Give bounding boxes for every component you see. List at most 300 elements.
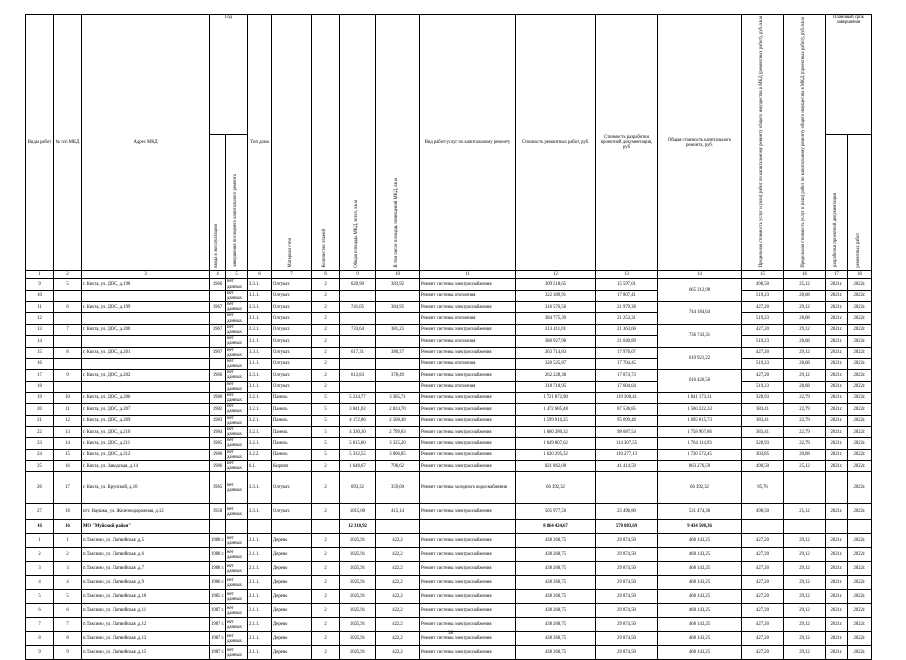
cell-num <box>54 381 82 392</box>
cell-design-cost: 29 874,50 <box>596 590 658 604</box>
summary-empty-cell <box>226 520 248 534</box>
cell-num: 7 <box>54 324 82 335</box>
cell-floors: 5 <box>312 392 340 403</box>
cell-material: Дерево <box>272 562 312 576</box>
cell-house-type: 3.2.1. <box>248 392 272 403</box>
cell-total-cost: 736 743,31 <box>658 324 742 347</box>
cell-limit-design <box>784 472 826 504</box>
cell-limit-repair: 95,76 <box>742 472 784 504</box>
cell-limit-design: 20,68 <box>784 449 826 460</box>
cell-year-repair: нет данных <box>226 590 248 604</box>
column-number-cell: 6 <box>248 271 272 279</box>
cell-house-type: 2.1.1. <box>248 604 272 618</box>
cell-year-repair: нет данных <box>226 548 248 562</box>
cell-year-repair: нет данных <box>226 438 248 449</box>
cell-work-type: Ремонт системы отопления <box>420 290 516 301</box>
cell-house-type: 3.3.1. <box>248 504 272 520</box>
table-row <box>26 290 872 301</box>
summary-municipality: МО "Муйский район" <box>82 520 210 534</box>
summary-row <box>26 520 872 534</box>
cell-num: 12 <box>54 415 82 426</box>
table-row <box>26 279 872 290</box>
cell-material: Панель <box>272 438 312 449</box>
cell-plan-repair: 2022г. <box>848 504 872 520</box>
cell-year-built <box>210 313 226 324</box>
cell-num: 14 <box>54 438 82 449</box>
cell-total-area: 613,83 <box>340 370 376 381</box>
cell-plan-repair: 2022г. <box>848 646 872 660</box>
cell-house-type: 2.1.1. <box>248 632 272 646</box>
cell-house-type: 3.1.1. <box>248 381 272 392</box>
cell-floors: 5 <box>312 415 340 426</box>
cell-plan-repair: 2022г. <box>848 618 872 632</box>
cell-repair-cost: 1 620 295,32 <box>516 449 596 460</box>
cell-limit-repair: 427,20 <box>742 548 784 562</box>
cell-total-cost: 468 143,25 <box>658 618 742 632</box>
cell-address <box>82 313 210 324</box>
cell-year-repair: нет данных <box>226 313 248 324</box>
summary-empty-cell <box>248 520 272 534</box>
cell-plan-design: 2021г. <box>826 632 848 646</box>
cell-house-type: 3.2.2. <box>248 449 272 460</box>
cell-address: п.Таксимо, ул. Латвийская ,д.5 <box>82 534 210 548</box>
cell-plan-design: 2021г. <box>826 324 848 335</box>
cell-design-cost: 29 874,50 <box>596 548 658 562</box>
cell-house-type: 3.3.1. <box>248 279 272 290</box>
column-number-cell: 12 <box>516 271 596 279</box>
cell-plan-repair: 2022г. <box>848 279 872 290</box>
cell-num: 5 <box>54 279 82 290</box>
cell-material: Олтукат. <box>272 313 312 324</box>
cell-premises-area: 380,37 <box>376 347 420 358</box>
cell-material: Олтукат. <box>272 324 312 335</box>
col-header-floors: Количество этажей <box>312 15 340 271</box>
cell-floors: 2 <box>312 472 340 504</box>
cell-work-type: Ремонт системы электроснабжения <box>420 548 516 562</box>
cell-material: Панель <box>272 404 312 415</box>
col-header-total-cost: Общая стоимость капитального ремонта, руб. <box>658 15 742 271</box>
cell-year-repair: нет данных <box>226 472 248 504</box>
cell-total-cost: 66 392,32 <box>658 472 742 504</box>
cell-vid: 21 <box>26 415 54 426</box>
cell-house-type: 3.2.1. <box>248 404 272 415</box>
cell-limit-design: 29,12 <box>784 590 826 604</box>
cell-plan-repair: 2022г. <box>848 576 872 590</box>
cell-floors: 2 <box>312 313 340 324</box>
cell-design-cost: 119 300,41 <box>596 392 658 403</box>
cell-work-type: Ремонт системы отопления <box>420 381 516 392</box>
cell-limit-repair: 427,20 <box>742 632 784 646</box>
cell-address: г. Кяхта, ул. ДОС, д.200 <box>82 324 210 335</box>
cell-house-type: 6.1. <box>248 460 272 471</box>
cell-year-repair: нет данных <box>226 534 248 548</box>
cell-limit-repair: 383,41 <box>742 404 784 415</box>
cell-address <box>82 381 210 392</box>
cell-repair-cost: 1 660 280,32 <box>516 426 596 437</box>
cell-limit-design: 28,68 <box>784 358 826 369</box>
cell-work-type: Ремонт системы электроснабжения <box>420 618 516 632</box>
cell-year-repair: нет данных <box>226 347 248 358</box>
cell-floors: 2 <box>312 562 340 576</box>
cell-total-area: 1025,91 <box>340 548 376 562</box>
cell-plan-repair: 2022г. <box>848 562 872 576</box>
cell-design-cost: 114 307,55 <box>596 438 658 449</box>
cell-limit-design: 28,68 <box>784 290 826 301</box>
cell-premises-area: 383,92 <box>376 279 420 290</box>
col-header-year-last-repair: завершения последнего капитального ремонта <box>226 134 248 271</box>
cell-house-type: 3.3.1. <box>248 370 272 381</box>
summary-design-cost: 570 083,69 <box>596 520 658 534</box>
cell-repair-cost: 320 525,87 <box>516 358 596 369</box>
col-header-wall-material: Материал стен <box>272 15 312 271</box>
cell-limit-repair: 427,20 <box>742 562 784 576</box>
cell-work-type: Ремонт системы электроснабжения <box>420 604 516 618</box>
cell-house-type: 2.1.1. <box>248 618 272 632</box>
cell-vid: 18 <box>26 381 54 392</box>
cell-plan-design: 2021г. <box>826 279 848 290</box>
cell-total-cost: 1 758 967,86 <box>658 426 742 437</box>
cell-limit-design: 29,12 <box>784 324 826 335</box>
cell-plan-design: 2021г. <box>826 381 848 392</box>
cell-year-built: 1965 <box>210 472 226 504</box>
cell-vid: 19 <box>26 392 54 403</box>
cell-year-built: 1988 г. <box>210 548 226 562</box>
cell-total-cost: 744 184,64 <box>658 302 742 325</box>
summary-empty-cell <box>826 520 848 534</box>
cell-design-cost: 21 363,66 <box>596 324 658 335</box>
cell-floors: 2 <box>312 618 340 632</box>
cell-num <box>54 358 82 369</box>
cell-plan-repair: 2022г. <box>848 404 872 415</box>
cell-design-cost: 41 414,59 <box>596 460 658 471</box>
cell-limit-design: 28,68 <box>784 381 826 392</box>
cell-floors: 5 <box>312 438 340 449</box>
cell-repair-cost: 318 718,95 <box>516 381 596 392</box>
cell-work-type: Ремонт системы электроснабжения <box>420 302 516 313</box>
cell-house-type: 2.1.1. <box>248 548 272 562</box>
cell-premises-area: 3 006,85 <box>376 449 420 460</box>
cell-floors: 2 <box>312 324 340 335</box>
cell-year-built: 1983 <box>210 415 226 426</box>
cell-limit-repair: 427,20 <box>742 576 784 590</box>
col-header-limit-repair: Предельная стоимость услуг и (или) работ по капитальному ремонту общего имущества в МКД (ремонтных работ), руб./кв.м <box>742 15 784 271</box>
cell-num: 6 <box>54 604 82 618</box>
cell-address: п.Таксимо, ул. Латвийская ,д.12 <box>82 618 210 632</box>
cell-floors: 2 <box>312 646 340 660</box>
cell-num: 3 <box>54 562 82 576</box>
cell-address: п.Таксимо, ул. Латвийская ,д.11 <box>82 604 210 618</box>
cell-address: г. Кяхта, ул. ДОС, д.210 <box>82 426 210 437</box>
cell-work-type: Ремонт системы электроснабжения <box>420 438 516 449</box>
cell-house-type: 3.2.1. <box>248 438 272 449</box>
cell-material: Олтукат. <box>272 358 312 369</box>
cell-plan-repair: 2022г. <box>848 449 872 460</box>
cell-work-type: Ремонт системы холодного водоснабжения <box>420 472 516 504</box>
cell-num: 9 <box>54 646 82 660</box>
cell-repair-cost: 438 268,75 <box>516 618 596 632</box>
cell-repair-cost: 262 228,38 <box>516 370 596 381</box>
cell-num: 7 <box>54 618 82 632</box>
page-number: 38 <box>448 631 453 636</box>
cell-total-cost: 468 143,25 <box>658 548 742 562</box>
cell-house-type: 3.2.1. <box>248 426 272 437</box>
cell-material: Кирпич <box>272 460 312 471</box>
cell-plan-design: 2021г. <box>826 370 848 381</box>
cell-limit-design: 29,12 <box>784 548 826 562</box>
cell-limit-design: 29,12 <box>784 646 826 660</box>
cell-vid: 22 <box>26 426 54 437</box>
cell-limit-repair: 383,41 <box>742 426 784 437</box>
cell-vid: 14 <box>26 336 54 347</box>
cell-total-area: 741,05 <box>340 302 376 313</box>
cell-limit-design: 29,12 <box>784 562 826 576</box>
cell-plan-repair: 2022г. <box>848 313 872 324</box>
cell-total-cost: 863 276,59 <box>658 460 742 471</box>
cell-house-type: 3.1.1. <box>248 336 272 347</box>
cell-total-area <box>340 336 376 347</box>
cell-total-cost: 468 143,25 <box>658 590 742 604</box>
cell-premises-area <box>376 313 420 324</box>
cell-design-cost: 110 277,13 <box>596 449 658 460</box>
cell-material: Олтукат. <box>272 370 312 381</box>
cell-design-cost: 98 687,54 <box>596 426 658 437</box>
cell-year-built: 1987 г. <box>210 632 226 646</box>
cell-vid: 9 <box>26 279 54 290</box>
cell-num <box>54 313 82 324</box>
cell-premises-area: 422,2 <box>376 632 420 646</box>
cell-year-repair: нет данных <box>226 302 248 313</box>
cell-plan-design: 2021г. <box>826 438 848 449</box>
column-number-cell: 10 <box>376 271 420 279</box>
cell-limit-design: 22,79 <box>784 415 826 426</box>
cell-plan-repair: 2022г. <box>848 460 872 471</box>
cell-work-type: Ремонт системы электроснабжения <box>420 449 516 460</box>
cell-floors: 2 <box>312 279 340 290</box>
column-number-cell: 5 <box>226 271 248 279</box>
cell-year-built: 1967 <box>210 302 226 313</box>
cell-work-type: Ремонт системы электроснабжения <box>420 590 516 604</box>
cell-limit-design: 25,12 <box>784 460 826 471</box>
cell-work-type: Ремонт системы отопления <box>420 313 516 324</box>
cell-year-repair: нет данных <box>226 381 248 392</box>
summary-empty-cell <box>420 520 516 534</box>
cell-work-type: Ремонт системы электроснабжения <box>420 534 516 548</box>
cell-premises-area: 422,2 <box>376 548 420 562</box>
table-row <box>26 548 872 562</box>
table-row <box>26 347 872 358</box>
cell-limit-repair: 328,93 <box>742 392 784 403</box>
cell-repair-cost: 438 268,75 <box>516 590 596 604</box>
cell-premises-area: 422,2 <box>376 590 420 604</box>
cell-total-area: 620,90 <box>340 279 376 290</box>
cell-premises-area: 422,2 <box>376 562 420 576</box>
cell-material: Дерево <box>272 646 312 660</box>
cell-plan-design: 2021г. <box>826 302 848 313</box>
cell-design-cost: 29 874,50 <box>596 604 658 618</box>
cell-total-cost: 1 560 222,33 <box>658 404 742 415</box>
cell-floors: 2 <box>312 302 340 313</box>
cell-premises-area: 378,49 <box>376 370 420 381</box>
table-row <box>26 449 872 460</box>
cell-plan-design: 2021г. <box>826 449 848 460</box>
cell-limit-design: 29,12 <box>784 604 826 618</box>
cell-vid: 20 <box>26 404 54 415</box>
cell-limit-design: 22,79 <box>784 404 826 415</box>
cell-address: г. Кяхта, ул. Заводская, д.14 <box>82 460 210 471</box>
cell-design-cost: 29 874,50 <box>596 632 658 646</box>
cell-total-area: 5 015,60 <box>340 438 376 449</box>
col-header-repair-cost: Стоимость ремонтных работ, руб. <box>516 15 596 271</box>
cell-total-area: 1025,91 <box>340 618 376 632</box>
cell-vid: 27 <box>26 504 54 520</box>
cell-limit-repair: 498,50 <box>742 504 784 520</box>
cell-vid: 17 <box>26 370 54 381</box>
cell-year-built: 1980 <box>210 392 226 403</box>
cell-plan-repair: 2022г. <box>848 381 872 392</box>
cell-total-area: 1025,91 <box>340 576 376 590</box>
table-row <box>26 618 872 632</box>
cell-plan-repair: 2022г. <box>848 534 872 548</box>
cell-floors: 5 <box>312 404 340 415</box>
cell-work-type: Ремонт системы электроснабжения <box>420 632 516 646</box>
cell-repair-cost: 1 721 872,90 <box>516 392 596 403</box>
cell-limit-repair: 427,20 <box>742 604 784 618</box>
cell-plan-design: 2021г. <box>826 562 848 576</box>
cell-address: г. Кяхта, ул. ДОС, д.198 <box>82 279 210 290</box>
cell-house-type: 3.3.1. <box>248 302 272 313</box>
cell-vid: 7 <box>26 618 54 632</box>
cell-material: Дерево <box>272 534 312 548</box>
cell-premises-area: 422,2 <box>376 618 420 632</box>
cell-premises-area: 3 325,20 <box>376 438 420 449</box>
cell-limit-design: 29,12 <box>784 534 826 548</box>
cell-total-area <box>340 313 376 324</box>
cell-house-type: 3.2.1. <box>248 415 272 426</box>
col-header-year-group: Год <box>210 15 248 135</box>
table-row <box>26 604 872 618</box>
cell-repair-cost: 438 268,75 <box>516 604 596 618</box>
cell-plan-repair: 2022г. <box>848 632 872 646</box>
cell-plan-design: 2021г. <box>826 415 848 426</box>
cell-work-type: Ремонт системы электроснабжения <box>420 415 516 426</box>
cell-plan-design: 2021г. <box>826 576 848 590</box>
cell-plan-design: 2021г. <box>826 358 848 369</box>
cell-floors: 2 <box>312 347 340 358</box>
cell-design-cost: 17 874,73 <box>596 370 658 381</box>
col-header-year-built: ввода в эксплуатацию <box>210 134 226 271</box>
summary-empty-cell <box>210 520 226 534</box>
summary-empty-cell <box>272 520 312 534</box>
cell-total-cost: 468 143,25 <box>658 632 742 646</box>
cell-repair-cost: 309 518,65 <box>516 279 596 290</box>
cell-plan-repair: 2022г. <box>848 438 872 449</box>
cell-total-area: 1015,00 <box>340 504 376 520</box>
col-header-total-area: Общая площадь МКД, всего, кв.м <box>340 15 376 271</box>
cell-total-cost: 468 143,25 <box>658 562 742 576</box>
cell-premises-area: 381,25 <box>376 324 420 335</box>
cell-plan-design: 2021г. <box>826 426 848 437</box>
cell-plan-repair: 2022г. <box>848 472 872 504</box>
cell-limit-design: 29,12 <box>784 618 826 632</box>
cell-plan-repair: 2022г. <box>848 336 872 347</box>
cell-year-built: 1984 <box>210 426 226 437</box>
cell-limit-design: 22,79 <box>784 426 826 437</box>
cell-premises-area: 422,2 <box>376 646 420 660</box>
cell-year-repair: нет данных <box>226 290 248 301</box>
cell-total-area: 1025,91 <box>340 646 376 660</box>
cell-num: 13 <box>54 426 82 437</box>
cell-num: 1 <box>54 534 82 548</box>
cell-num: 4 <box>54 576 82 590</box>
cell-address: г. Кяхта, ул. ДОС, д.206 <box>82 392 210 403</box>
col-header-premises-area: В том числе площадь помещений МКД, кв.м <box>376 15 420 271</box>
cell-limit-repair: 498,50 <box>742 279 784 290</box>
cell-house-type: 2.1.1. <box>248 646 272 660</box>
cell-repair-cost: 313 411,01 <box>516 324 596 335</box>
cell-plan-design: 2021г. <box>826 534 848 548</box>
cell-vid: 8 <box>26 632 54 646</box>
cell-address: г. Кяхта, ул. ДОС, д.209 <box>82 415 210 426</box>
cell-design-cost: 17 704,45 <box>596 358 658 369</box>
cell-total-area: 617,31 <box>340 347 376 358</box>
cell-vid: 5 <box>26 590 54 604</box>
cell-num: 11 <box>54 404 82 415</box>
cell-plan-repair: 2022г. <box>848 590 872 604</box>
cell-premises-area: 384,95 <box>376 302 420 313</box>
cell-floors: 5 <box>312 449 340 460</box>
cell-work-type: Ремонт системы электроснабжения <box>420 324 516 335</box>
table-row <box>26 460 872 471</box>
cell-limit-repair: 519,23 <box>742 358 784 369</box>
cell-design-cost <box>596 472 658 504</box>
cell-total-area <box>340 290 376 301</box>
cell-work-type: Ремонт системы отопления <box>420 358 516 369</box>
cell-address: г. Кяхта, ул. ДОС, д.212 <box>82 449 210 460</box>
cell-design-cost: 17 807,41 <box>596 290 658 301</box>
col-header-design-cost: Стоимость разработки проектной документации, руб <box>596 15 658 271</box>
cell-repair-cost: 1 472 685,48 <box>516 404 596 415</box>
cell-material: Олтукат. <box>272 381 312 392</box>
cell-vid: 13 <box>26 324 54 335</box>
column-number-cell: 17 <box>826 271 848 279</box>
summary-empty-cell <box>848 520 872 534</box>
cell-material: Олтукат. <box>272 504 312 520</box>
cell-year-repair: нет данных <box>226 279 248 290</box>
cell-house-type: 3.3.1. <box>248 347 272 358</box>
cell-limit-repair: 519,23 <box>742 313 784 324</box>
summary-total-area: 12 310,92 <box>340 520 376 534</box>
cell-num: 15 <box>54 449 82 460</box>
cell-total-area: 5 234,77 <box>340 392 376 403</box>
cell-limit-repair: 498,50 <box>742 460 784 471</box>
cell-total-area: 1025,91 <box>340 632 376 646</box>
cell-num: 9 <box>54 370 82 381</box>
cell-house-type: 2.1.1. <box>248 562 272 576</box>
header-row-1 <box>26 15 872 135</box>
cell-material: Дерево <box>272 548 312 562</box>
cell-plan-design: 2021г. <box>826 646 848 660</box>
cell-premises-area: 359,00 <box>376 472 420 504</box>
cell-premises-area: 422,2 <box>376 534 420 548</box>
cell-design-cost: 21 040,89 <box>596 336 658 347</box>
cell-limit-design: 25,12 <box>784 279 826 290</box>
column-number-cell: 13 <box>596 271 658 279</box>
cell-limit-repair: 427,20 <box>742 534 784 548</box>
cell-premises-area: 422,2 <box>376 604 420 618</box>
cell-material: Олтукат. <box>272 347 312 358</box>
cell-repair-cost: 316 576,56 <box>516 302 596 313</box>
cell-floors: 2 <box>312 336 340 347</box>
